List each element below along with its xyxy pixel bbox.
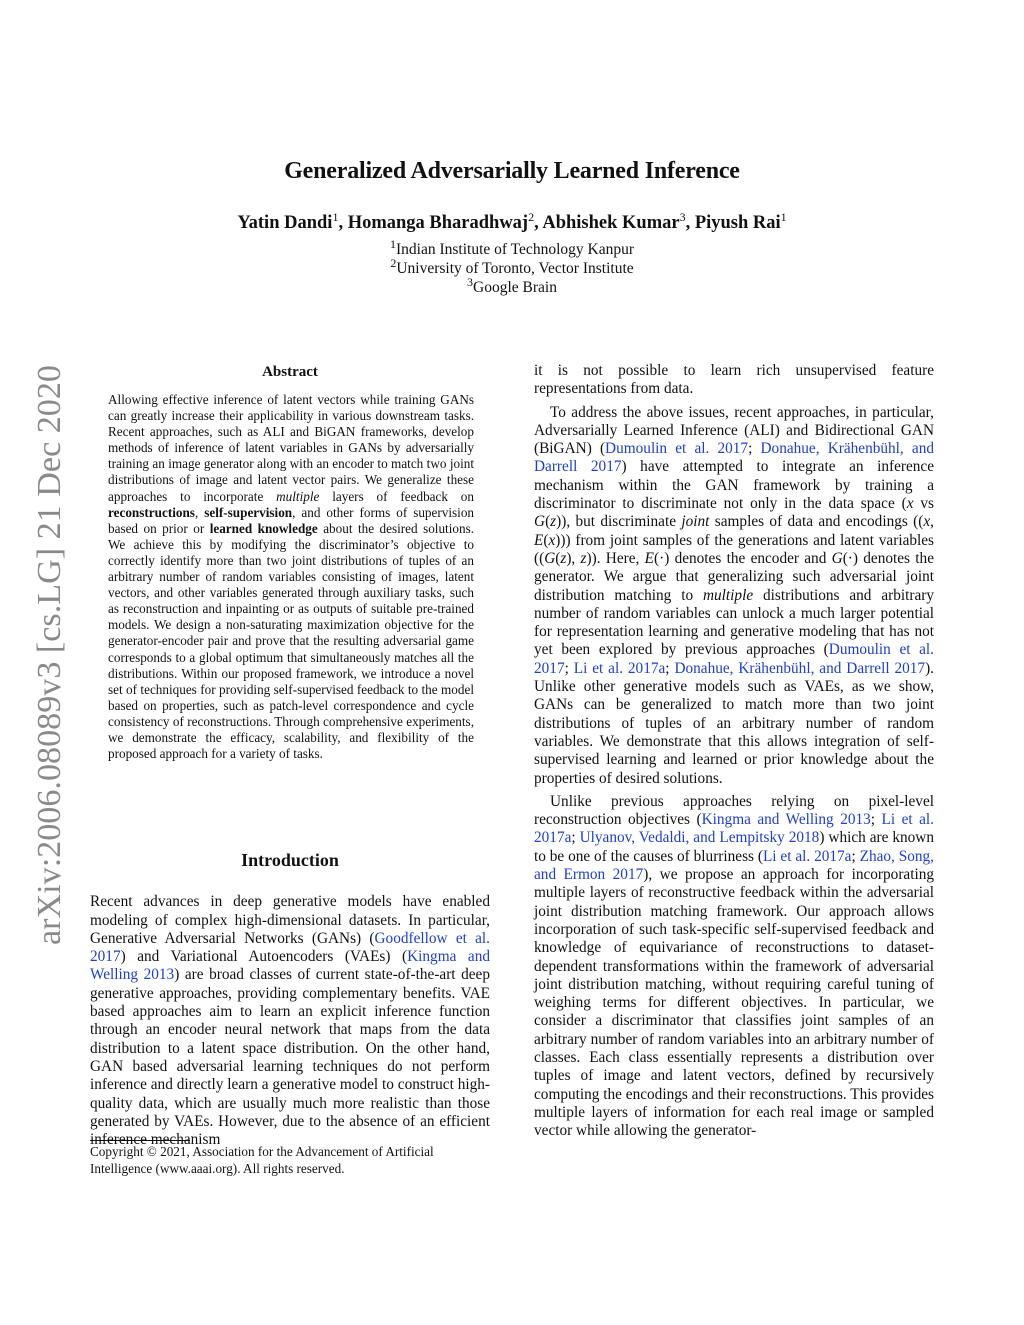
text-run: z — [560, 549, 567, 567]
text-run: ( — [545, 513, 551, 531]
text-run: ( — [555, 549, 561, 567]
text-run: vs — [913, 495, 934, 513]
citation-link[interactable]: Donahue, Krähenbühl, and Darrell 2017 — [534, 440, 934, 476]
text-run: joint — [681, 513, 710, 531]
citation-link[interactable]: Kingma and Welling 2013 — [90, 948, 490, 984]
text-run: (·) denotes the generator. We argue that generalizing such adversarial joint distribution matching to — [534, 549, 934, 604]
copyright-notice: Copyright © 2021, Association for the Advancement of Artificial Intelligence (www.aaai.org). All rights reserved. — [90, 1144, 434, 1176]
text-run: ). Unlike other generative models such as VAEs, as we show, GANs can be generalized to match more than two joint distributions of tuples of an arbitrary number of random variables. We demonstrate that this allows integration of self-supervised learning and learned or prior knowledge about the properties of desired solutions. — [534, 659, 934, 787]
affiliation: $^2$University of Toronto, Vector Institute — [390, 256, 634, 278]
text-run: (·) denotes the encoder and — [654, 549, 832, 567]
text-run: G — [831, 549, 843, 567]
intro-paragraph — [90, 893, 490, 1149]
paragraph — [534, 362, 934, 399]
text-run: Allowing effective inference of latent vectors while training GANs can greatly increase their applicability in various downstream tasks. Recent approaches, such as ALI and BiGAN frameworks, develop methods of inference of latent variables in GANs by adversarially training an image generator along with an encoder to match two joint distributions of image and latent vector pairs. We generalize these approaches to incorporate — [108, 392, 474, 504]
text-run: self-supervision — [204, 504, 293, 520]
citation-link[interactable]: Kingma and Welling 2013 — [701, 811, 871, 829]
citation-link[interactable]: Dumoulin et al. 2017 — [605, 440, 749, 458]
citation-link[interactable]: Dumoulin et al. 2017 — [534, 641, 934, 677]
citation-link[interactable]: Goodfellow et al. 2017 — [90, 929, 490, 966]
paragraph — [534, 404, 934, 788]
abstract-heading: Abstract — [262, 364, 318, 380]
text-run: E — [534, 531, 544, 549]
text-run: ) are broad classes of current state-of-the-art deep generative approaches, providing complementary benefits. VAE based approaches aim to learn an explicit inference function through an encoder neural network that maps from the data distribution to a latent space distribution. On the other hand, GAN based adversarial learning techniques do not perform inference and directly learn a generative model to construct high-quality data, which are usually much more realistic than those generated by VAEs. However, due to the absence of an efficient inference mechanism — [90, 966, 490, 1149]
citation-link[interactable]: Ulyanov, Vedaldi, and Lempitsky 2018 — [579, 829, 820, 847]
text-run: ; — [851, 847, 860, 865]
text-run: ; — [564, 659, 574, 677]
author: Piyush Rai$^1$ — [694, 210, 787, 234]
text-run: learned knowledge — [209, 520, 318, 536]
text-run: multiple — [276, 488, 320, 504]
text-run: )). Here, — [586, 549, 645, 567]
text-run: z — [580, 549, 587, 567]
text-run: distributions and arbitrary number of random variables can unlock a much larger potential for representation learning and generative modeling that has not yet been explored by previous approaches ( — [534, 586, 934, 659]
text-run: Recent advances in deep generative models have enabled modeling of complex high-dimensional datasets. In particular, Generative Adversarial Networks (GANs) ( — [90, 893, 490, 947]
citation-link[interactable]: Li et al. 2017a — [573, 659, 666, 677]
text-run: ; — [870, 811, 882, 829]
right-column — [534, 362, 934, 1140]
text-run: , — [194, 504, 205, 520]
citation-link[interactable]: Li et al. 2017a — [534, 811, 934, 847]
arxiv-id: arXiv:2006.08089v3 [cs.LG] 21 Dec 2020 — [31, 367, 68, 945]
text-run: ) and Variational Autoencoders (VAEs) ( — [120, 948, 408, 966]
arxiv-stamp — [8, 360, 78, 950]
paper-title: Generalized Adversarially Learned Inference — [284, 158, 740, 184]
author-list — [0, 210, 1024, 234]
text-run: ; — [748, 440, 761, 458]
text-run: , — [930, 513, 934, 531]
text-run: multiple — [702, 586, 754, 604]
citation-link[interactable]: Zhao, Song, and Ermon 2017 — [534, 847, 934, 884]
text-run: To address the above issues, recent approaches, in particular, Adversarially Learned Inference (ALI) and Bidirectional GAN (BiGAN) ( — [534, 403, 934, 458]
text-run: about the desired solutions. We achieve this by modifying the discriminator’s objective to correctly identify more than two joint distributions of tuples of an arbitrary number of random variables consisting of images, latent vectors, and other variables generated through auxiliary tasks, such as reconstruction and inpainting or as outputs of suitable pre-trained models. We design a non-saturating maximization objective for the generator-encoder pair and prove that the resulting adversarial game corresponds to a global optimum that simultaneously matches all the distributions. Within our proposed framework, we introduce a novel set of techniques for providing self-supervised feedback to the model based on properties, such as patch-level correspondence and cycle consistency of reconstructions. Through comprehensive experiments, we demonstrate the efficacy, scalability, and flexibility of the proposed approach for a variety of tasks. — [108, 520, 475, 762]
text-run: Unlike previous approaches relying on pixel-level reconstruction objectives ( — [534, 792, 934, 829]
text-run: G — [534, 513, 546, 531]
text-run: it is not possible to learn rich unsupervised feature representations from data. — [534, 362, 934, 398]
text-run: , and other forms of supervision based on prior or — [108, 504, 475, 536]
text-run: ), we propose an approach for incorporating multiple layers of reconstructive feedback within the adversarial joint distribution matching framework. Our approach allows incorporation of such task-specific self-supervised feedback and knowledge of equivariance of reconstructions to dataset-dependent transformations within the framework of adversarial joint distribution matching, without requiring careful tuning of weighing terms for different objectives. In particular, we consider a discriminator that classifies joint samples of an arbitrary number of random variables into an arbitrary number of classes. Each class essentially represents a distribution over tuples of image and latent vectors, defined by recursively computing the encodings and their reconstructions. This provides multiple layers of information for each real image or sampled vector while allowing the generator- — [534, 866, 935, 1140]
author: Abhishek Kumar$^3$, — [542, 210, 695, 234]
abstract-body — [108, 392, 474, 762]
text-run: ))) from joint samples of the generations and latent variables (( — [534, 531, 934, 567]
text-run: ( — [543, 531, 549, 549]
citation-link[interactable]: Donahue, Krähenbühl, and Darrell 2017 — [674, 659, 926, 677]
affiliation: $^3$Google Brain — [467, 275, 557, 297]
citation-link[interactable]: Li et al. 2017a — [762, 847, 852, 865]
text-run: G — [544, 549, 556, 567]
footnote-rule — [90, 1140, 190, 1141]
author: Homanga Bharadhwaj$^2$, — [347, 210, 543, 234]
introduction-heading: Introduction — [241, 850, 339, 870]
text-run: z — [550, 513, 557, 531]
text-run: x — [923, 513, 931, 531]
text-run: reconstructions — [108, 504, 195, 520]
text-run: layers of feedback on — [319, 488, 474, 504]
abstract-text — [108, 392, 474, 762]
text-run: ; — [665, 659, 675, 677]
text-run: E — [644, 549, 654, 567]
text-run: ), — [566, 549, 581, 567]
text-run: samples of data and encodings (( — [709, 513, 924, 531]
text-run: )), but discriminate — [556, 513, 682, 531]
text-run: ) have attempted to integrate an inference mechanism within the GAN framework by training a discriminator to discriminate not only in the data space ( — [534, 458, 935, 513]
text-run: x — [548, 531, 556, 549]
paragraph — [534, 793, 934, 1141]
author: Yatin Dandi$^1$, — [237, 210, 348, 234]
text-run: ; — [571, 829, 580, 847]
introduction-body — [90, 878, 490, 1165]
affiliation: $^1$Indian Institute of Technology Kanpur — [390, 237, 634, 259]
text-run: x — [906, 495, 914, 513]
text-run: ) which are known to be one of the causes of blurriness ( — [534, 829, 935, 865]
